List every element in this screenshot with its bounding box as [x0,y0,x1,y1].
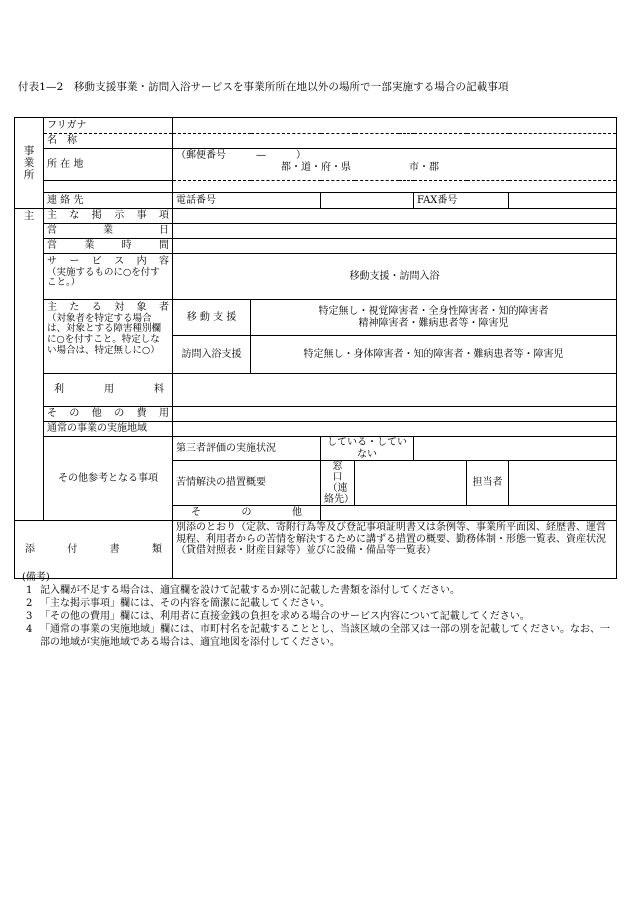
mobility-value[interactable] [251,300,617,336]
business-hours-label: 営 業 時 間 [44,239,173,254]
service-label: サービス内容 [47,256,169,267]
address-label: 所 在 地 [44,149,173,181]
note-number: 4 [26,624,33,635]
attach-text: 別添のとおり（定款、寄附行為等及び登記事項証明書又は条例等、事業所平面図、経歴書、運営規程、利用者からの苦情を解決するために講ずる措置の概要、勤務体制・形態一覧表、資産状況（貸借対照表・財産目録等）並びに設備・備品等一覧表） [173,521,617,579]
target-label: 主たる対象者 [47,302,169,313]
mobility-value-line-1: 特定無し・視覚障害者・全身性障害者・知的障害者 [318,306,549,317]
note-text: 「主な掲示事項」欄には、その内容を簡潔に記載してください。 [40,598,330,609]
business-hours-field[interactable] [173,239,617,254]
fee-field[interactable] [173,374,617,407]
target-note: （対象者を特定する場合は、対象とする障害種別欄に○を付すこと。特定しない場合は、特定無しに○） [47,312,162,357]
note-number: 3 [26,611,33,622]
note-text: 「その他の費用」欄には、利用者に直接金銭の負担を求める場合のサービス内容について記載してください。 [40,611,530,622]
person-field[interactable] [509,461,617,506]
window-label: 窓 口 [332,461,363,483]
office-group-label: 事 業 所 [15,118,44,209]
main-group-marker: 主 [15,209,44,521]
postal-line: （郵便番号 — ） [176,150,306,161]
business-days-field[interactable] [173,224,617,239]
other-label: そ の 他 [173,506,321,521]
attach-label: 添 付 書 類 [15,521,173,579]
service-label-cell [44,254,173,300]
mobility-label: 移 動 支 援 [173,300,251,336]
third-party-extra[interactable] [414,437,617,461]
fax-field[interactable] [509,193,617,209]
main-group-field[interactable] [173,209,617,224]
third-party-label: 第三者評価の実施状況 [173,437,321,461]
service-value[interactable]: 移動支援・訪問入浴 [173,254,617,300]
page-title: 付表1—2 移動支援事業・訪問入浴サービスを事業所所在地以外の場所で一部実施する場合の記載事項 [18,81,509,93]
other-ref-label: その他参考となる事項 [44,437,173,521]
fee-label: 利 用 料 [44,374,173,407]
main-group-label: 主な掲示事項 [44,209,173,224]
service-area-label: 通常の事業の実施地域 [44,422,173,437]
city-line: 市・郡 [409,161,439,173]
note-item [22,623,612,649]
note-item [22,584,612,597]
service-note: （実施するものに○を付すこと。） [47,266,160,289]
note-item [22,610,612,623]
note-text: 記入欄が不足する場合は、適宜欄を設けて記載するか別に記載した書類を添付してください。 [40,585,460,596]
bathing-label: 訪問入浴支援 [173,336,251,374]
notes-section [22,571,612,649]
prefecture-line: 都・道・府・県 [281,161,351,173]
application-form-table [14,117,617,579]
window-field[interactable] [355,461,467,506]
phone-label: 電話番号 [173,193,321,209]
contact-label: 連 絡 先 [44,193,173,209]
notes-heading: (備考) [22,572,50,583]
window-cell [321,461,363,506]
note-item [22,597,612,610]
furigana-label: フリガナ [44,118,173,134]
name-label: 名 称 [44,134,173,149]
service-area-field[interactable] [173,422,617,437]
address-extra-field[interactable] [173,181,617,193]
other-fee-label: その他の費用 [44,407,173,422]
note-number: 2 [26,598,33,609]
address-field[interactable] [173,149,617,181]
note-text: 「通常の事業の実施地域」欄には、市町村名を記載することとし、当該区域の全部又は一部の別を記載してください。なお、一部の地域が実施地域である場合は、適宜地図を添付してください。 [40,624,610,648]
other-field[interactable] [321,506,617,521]
name-field[interactable] [173,134,617,149]
complaint-label: 苦情解決の措置概要 [173,461,321,506]
other-fee-field[interactable] [173,407,617,422]
note-number: 1 [26,585,33,596]
mobility-value-line-2: 精神障害者・難病患者等・障害児 [358,317,509,329]
bathing-value[interactable]: 特定無し・身体障害者・知的障害者・難病患者等・障害児 [251,336,617,374]
target-label-cell [44,300,173,374]
furigana-field[interactable] [173,118,617,134]
business-days-label: 営 業 日 [44,224,173,239]
third-party-value[interactable]: している・していない [321,437,414,461]
fax-label: FAX番号 [414,193,509,209]
person-label: 担当者 [467,461,509,506]
window-sub: （連絡先） [324,483,354,505]
phone-field[interactable] [321,193,414,209]
